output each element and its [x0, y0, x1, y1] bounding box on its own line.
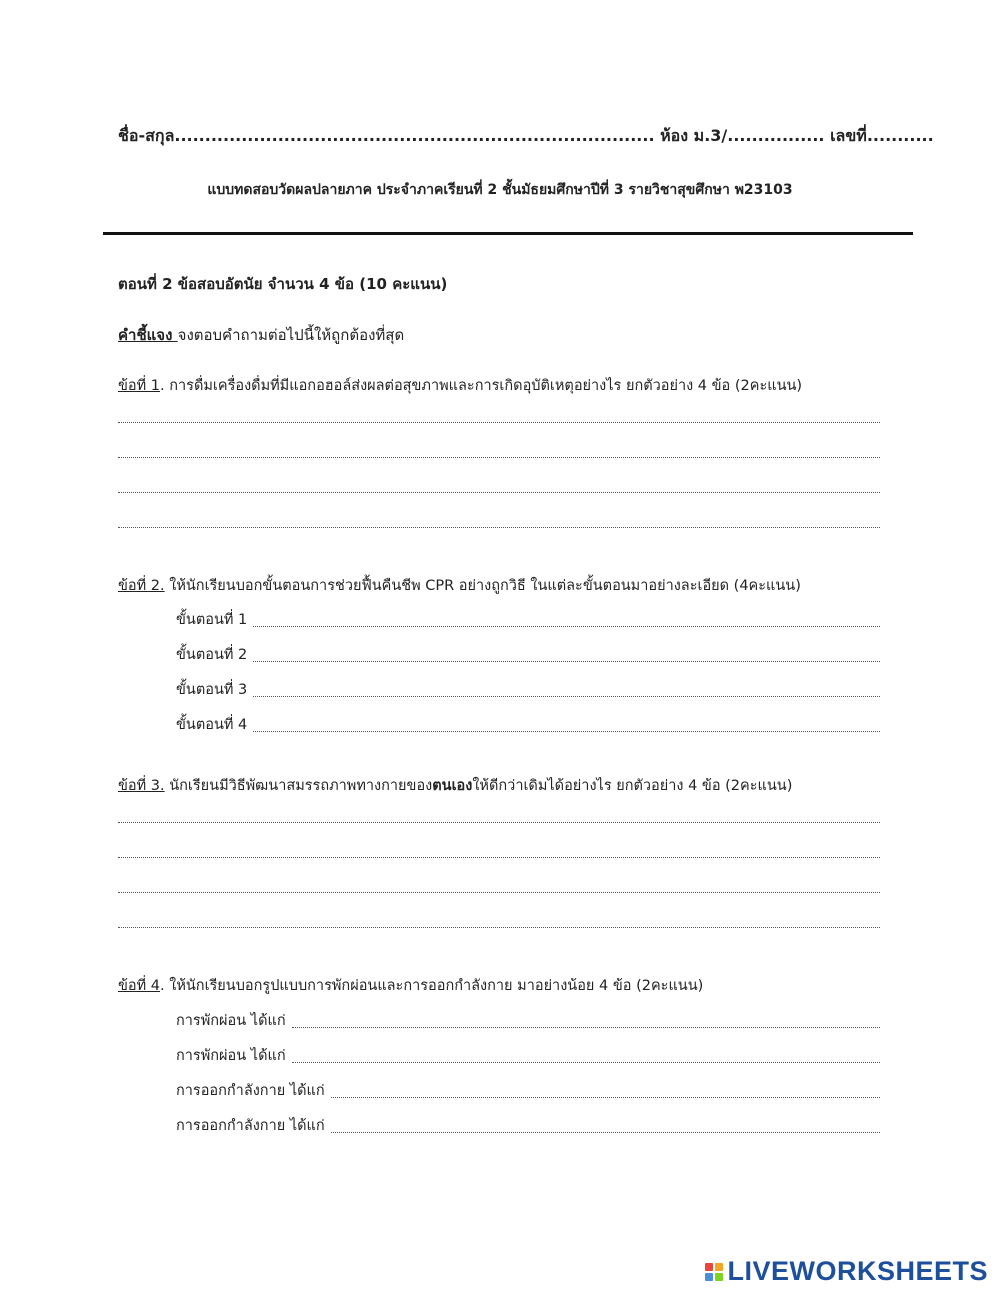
question-3-text-before: นักเรียนมีวิธีพัฒนาสมรรถภาพทางกายของ: [164, 778, 433, 794]
step-line[interactable]: [176, 678, 880, 701]
answer-line[interactable]: [118, 422, 880, 423]
instruction-label: คำชี้แจง: [118, 326, 178, 344]
question-1: [118, 374, 802, 397]
logo-wordmark: LIVEWORKSHEETS: [727, 1256, 988, 1286]
step-label: ขั้นตอนที่ 2: [176, 647, 248, 663]
logo-square: [715, 1273, 723, 1281]
question-4: [118, 974, 703, 997]
answer-fill[interactable]: [292, 1027, 880, 1028]
answer-line[interactable]: [118, 857, 880, 858]
answer-label: การพักผ่อน ได้แก่: [176, 1048, 286, 1064]
instruction-text: จงตอบคำถามต่อไปนี้ให้ถูกต้องที่สุด: [177, 326, 405, 344]
liveworksheets-logo: [705, 1256, 988, 1287]
question-1-text: . การดื่มเครื่องดื่มที่มีแอกอฮอล์ส่งผลต่อสุขภาพและการเกิดอุบัติเหตุอย่างไร ยกตัวอย่าง 4 ข้อ (2คะแนน): [160, 378, 803, 394]
answer-row[interactable]: [176, 1079, 880, 1102]
question-4-number: ข้อที่ 4: [118, 978, 161, 994]
step-line[interactable]: [176, 608, 880, 631]
answer-line[interactable]: [118, 927, 880, 928]
answer-fill[interactable]: [331, 1132, 880, 1133]
header-divider: [103, 232, 913, 235]
logo-square: [705, 1263, 713, 1271]
answer-fill[interactable]: [253, 661, 880, 662]
answer-row[interactable]: [176, 1009, 880, 1032]
answer-line[interactable]: [118, 527, 880, 528]
question-3: [118, 774, 792, 797]
step-label: ขั้นตอนที่ 4: [176, 717, 248, 733]
step-label: ขั้นตอนที่ 1: [176, 612, 248, 628]
answer-line[interactable]: [118, 822, 880, 823]
logo-square: [705, 1273, 713, 1281]
question-4-text: . ให้นักเรียนบอกรูปแบบการพักผ่อนและการออกกำลังกาย มาอย่างน้อย 4 ข้อ (2คะแนน): [160, 978, 704, 994]
answer-label: การออกกำลังกาย ได้แก่: [176, 1083, 325, 1099]
step-line[interactable]: [176, 643, 880, 666]
answer-row[interactable]: [176, 1044, 880, 1067]
answer-fill[interactable]: [253, 696, 880, 697]
question-2-text: ให้นักเรียนบอกขั้นตอนการช่วยฟื้นคืนชีพ CPR อย่างถูกวิธี ในแต่ละขั้นตอนมาอย่างละเอียด (4คะแนน): [164, 578, 801, 594]
answer-label: การออกกำลังกาย ได้แก่: [176, 1118, 325, 1134]
question-2: [118, 574, 801, 597]
question-1-number: ข้อที่ 1: [118, 378, 161, 394]
answer-fill[interactable]: [253, 626, 880, 627]
question-2-number: ข้อที่ 2.: [118, 578, 165, 594]
name-class-number-line: ชื่อ-สกุล............................................................................... ห้อง ม.3/................ เลขที่...........: [118, 126, 934, 145]
answer-line[interactable]: [118, 892, 880, 893]
answer-fill[interactable]: [331, 1097, 880, 1098]
question-3-text-after: ให้ดีกว่าเดิมได้อย่างไร ยกตัวอย่าง 4 ข้อ (2คะแนน): [472, 778, 793, 794]
answer-fill[interactable]: [253, 731, 880, 732]
answer-label: การพักผ่อน ได้แก่: [176, 1013, 286, 1029]
answer-row[interactable]: [176, 1114, 880, 1137]
logo-mark-icon: [705, 1263, 723, 1281]
question-3-number: ข้อที่ 3.: [118, 778, 165, 794]
answer-line[interactable]: [118, 457, 880, 458]
step-label: ขั้นตอนที่ 3: [176, 682, 248, 698]
answer-line[interactable]: [118, 492, 880, 493]
answer-fill[interactable]: [292, 1062, 880, 1063]
exam-subtitle: แบบทดสอบวัดผลปลายภาค ประจำภาคเรียนที่ 2 ชั้นมัธยมศึกษาปีที่ 3 รายวิชาสุขศึกษา พ23103: [207, 182, 793, 198]
question-3-text-bold: ตนเอง: [432, 778, 473, 794]
step-line[interactable]: [176, 713, 880, 736]
instruction: [118, 323, 404, 347]
part-title: ตอนที่ 2 ข้อสอบอัตนัย จำนวน 4 ข้อ (10 คะแนน): [118, 275, 448, 293]
logo-square: [715, 1263, 723, 1271]
